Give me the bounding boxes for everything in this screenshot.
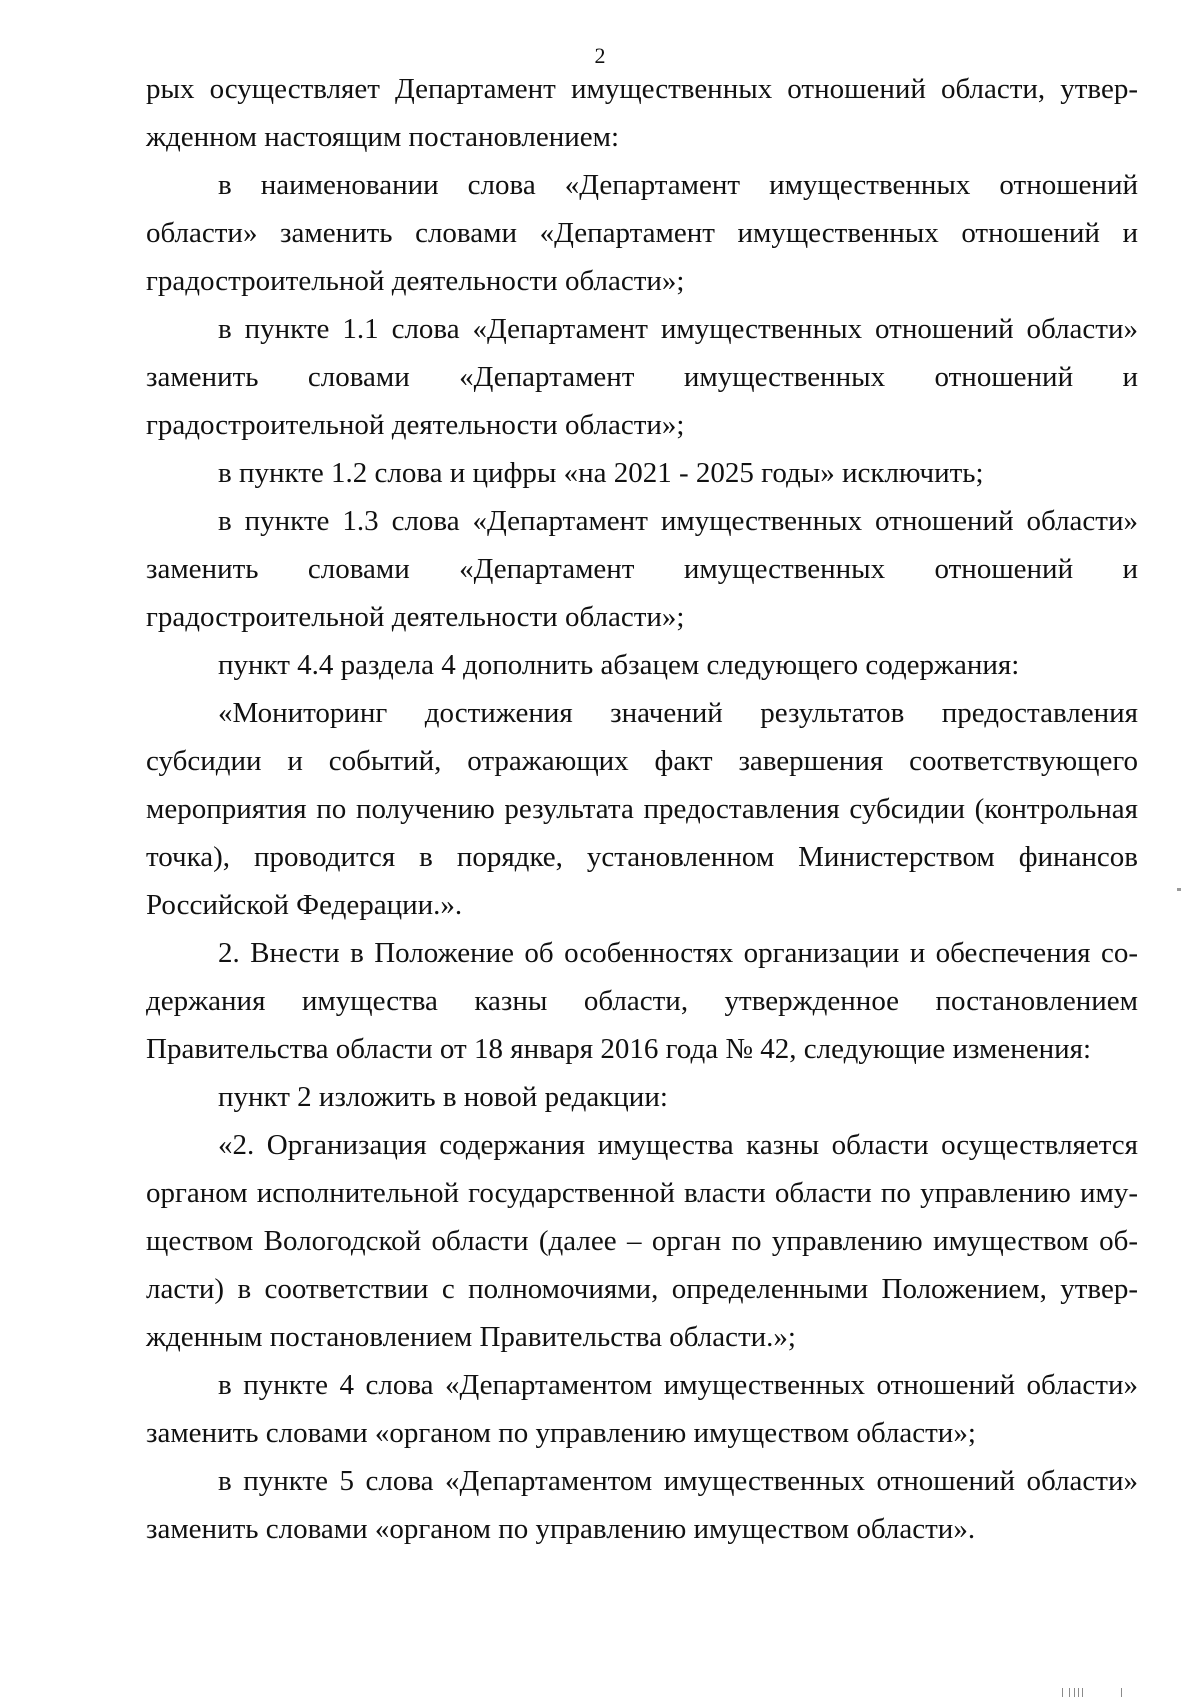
scan-edge-marks [1062,1686,1122,1697]
paragraph-item-1-1: в пункте 1.1 слова «Департамент имущественных отношений области» заменить словами «Департамент имущественных отношений и градостроительной деятельности области»; [146,313,1138,441]
paragraph-monitoring-quote: «Мониторинг достижения значений результатов предоставления субсидии и событий, отражающих факт завершения соответствующего мероприятия по получению результата предоставления субсидии (контрольная точка), проводится в порядке, установленном Министерством финансов Российской Федерации.». [146,697,1138,921]
paragraph-item-4: в пункте 4 слова «Департаментом имущественных отношений области» заменить словами «органом по управлению имуществом области»; [146,1369,1138,1449]
paragraph-item-1-2: в пункте 1.2 слова и цифры «на 2021 - 2025 годы» исключить; [218,457,984,489]
page-number: 2 [594,43,606,68]
paragraph-item-2-new: пункт 2 изложить в новой редакции: [218,1081,668,1113]
paragraph-item-2-quote: «2. Организация содержания имущества казны области осуществляется органом исполнительной государственной власти области по управлению имуществом Вологодской области (далее – орган по управлению имуществом области) в соответствии с полномочиями, определенными Положением, утвержденным постановлением Правительства области.»; [146,1129,1138,1353]
document-body [146,65,1138,1553]
paragraph-item-5: в пункте 5 слова «Департаментом имущественных отношений области» заменить словами «органом по управлению имуществом области». [146,1465,1138,1545]
paragraph-continuation: рых осуществляет Департамент имущественных отношений области, утвержденном настоящим постановлением: [146,73,1138,153]
scan-speck [1177,888,1181,891]
paragraph-section-2: 2. Внести в Положение об особенностях организации и обеспечения содержания имущества казны области, утвержденное постановлением Правительства области от 18 января 2016 года № 42, следующие изменения: [146,937,1138,1065]
paragraph-item-4-4: пункт 4.4 раздела 4 дополнить абзацем следующего содержания: [218,649,1020,681]
paragraph-title-amendment: в наименовании слова «Департамент имущественных отношений области» заменить словами «Департамент имущественных отношений и градостроительной деятельности области»; [146,169,1138,297]
paragraph-item-1-3: в пункте 1.3 слова «Департамент имущественных отношений области» заменить словами «Департамент имущественных отношений и градостроительной деятельности области»; [146,505,1138,633]
